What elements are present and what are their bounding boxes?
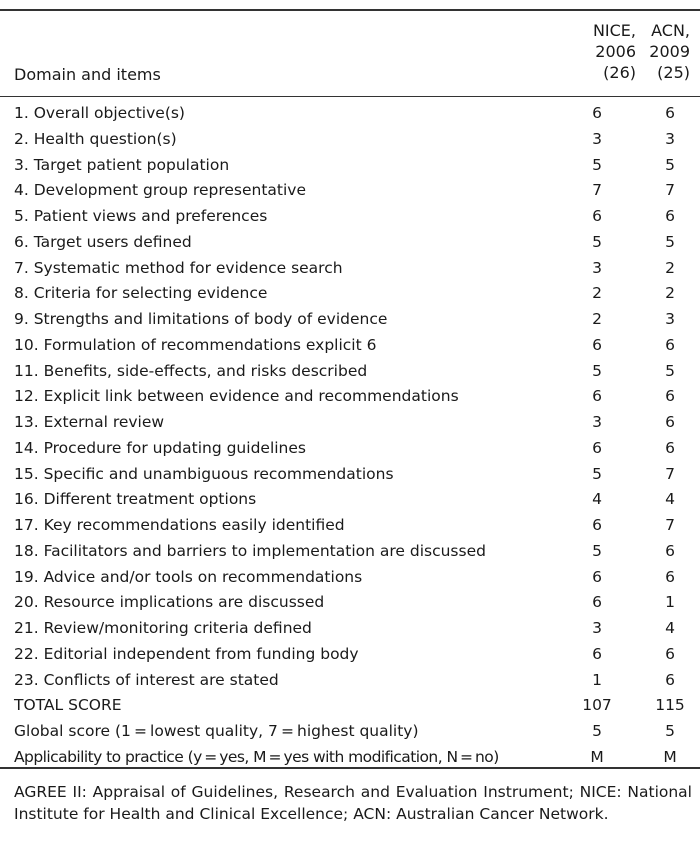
row-value-acn: 3	[665, 310, 675, 328]
row-value-nice: 6	[592, 438, 602, 457]
row-label: 4. Development group representative	[14, 181, 307, 200]
row-label: 15. Specific and unambiguous recommendations	[14, 464, 394, 483]
row-value-acn: 6	[665, 670, 675, 689]
row-label: 18. Facilitators and barriers to implementation are discussed	[14, 541, 486, 560]
row-label: 7. Systematic method for evidence search	[14, 258, 343, 277]
table-row	[0, 464, 700, 490]
row-label: 11. Benefits, side-effects, and risks described	[14, 361, 368, 380]
row-label: 16. Different treatment options	[14, 490, 257, 509]
row-value-acn: 4	[665, 619, 675, 637]
row-label: 3. Target patient population	[14, 155, 230, 174]
row-label: 8. Criteria for selecting evidence	[14, 284, 268, 303]
row-value-acn: 2	[665, 284, 675, 303]
row-value-nice: 3	[592, 413, 602, 431]
row-value-nice: 107	[582, 696, 612, 715]
row-value-nice: 3	[592, 129, 602, 148]
row-value-nice: 6	[592, 104, 602, 122]
table-row	[0, 232, 700, 258]
table-row	[0, 155, 700, 181]
table-top-rule	[0, 9, 700, 11]
row-value-acn: M	[663, 747, 677, 766]
row-label: 13. External review	[14, 413, 165, 431]
table-row	[0, 180, 700, 206]
row-label: 10. Formulation of recommendations explicit 6	[14, 335, 377, 354]
header-acn	[649, 20, 690, 83]
row-label: 23. Conflicts of interest are stated	[14, 670, 279, 689]
row-label: 6. Target users defined	[14, 232, 192, 251]
row-value-nice: 7	[592, 181, 602, 200]
table-row	[0, 412, 700, 438]
header-nice-line-3: (26)	[603, 63, 636, 82]
header-acn-line-3: (25)	[657, 63, 690, 82]
row-value-nice: 6	[592, 593, 602, 612]
table-row	[0, 592, 700, 618]
row-value-acn: 6	[665, 104, 675, 122]
row-label: 5. Patient views and preferences	[14, 207, 268, 225]
row-value-nice: 6	[592, 207, 602, 225]
table-row	[0, 386, 700, 412]
row-label: 2. Health question(s)	[14, 129, 177, 148]
row-label: 1. Overall objective(s)	[14, 104, 185, 122]
row-label: 20. Resource implications are discussed	[14, 593, 325, 612]
table-row	[0, 670, 700, 696]
row-value-acn: 115	[655, 696, 685, 715]
row-label: Applicability to practice (y = yes, M = yes with modification, N = no)	[14, 747, 499, 766]
table-row	[0, 515, 700, 541]
row-value-acn: 2	[665, 258, 675, 277]
row-value-acn: 7	[665, 516, 675, 534]
table-header-rule	[0, 96, 700, 97]
header-nice	[593, 20, 636, 83]
table-row	[0, 335, 700, 361]
row-value-acn: 6	[665, 644, 675, 663]
row-value-acn: 6	[665, 438, 675, 457]
row-value-acn: 7	[665, 181, 675, 200]
row-label: Global score (1 = lowest quality, 7 = highest quality)	[14, 722, 419, 740]
row-label: 12. Explicit link between evidence and recommendations	[14, 387, 459, 406]
header-nice-line-2: 2006	[595, 42, 636, 61]
row-value-nice: 5	[592, 232, 602, 251]
row-label: 14. Procedure for updating guidelines	[14, 438, 306, 457]
row-value-nice: M	[590, 747, 604, 766]
row-value-acn: 7	[665, 464, 675, 483]
row-value-acn: 5	[665, 155, 675, 174]
row-value-nice: 6	[592, 644, 602, 663]
row-value-nice: 3	[592, 258, 602, 277]
row-value-acn: 6	[665, 387, 675, 406]
table-row	[0, 541, 700, 567]
row-value-acn: 5	[665, 722, 675, 740]
row-label: 19. Advice and/or tools on recommendations	[14, 567, 363, 586]
row-value-nice: 2	[592, 284, 602, 303]
row-label: 17. Key recommendations easily identified	[14, 516, 345, 534]
row-label: 21. Review/monitoring criteria defined	[14, 619, 312, 637]
table-row	[0, 721, 700, 747]
table-body	[0, 103, 700, 773]
table-row	[0, 309, 700, 335]
row-value-nice: 6	[592, 387, 602, 406]
row-value-nice: 5	[592, 464, 602, 483]
table-row	[0, 103, 700, 129]
row-value-nice: 5	[592, 155, 602, 174]
header-acn-line-2: 2009	[649, 42, 690, 61]
table-row	[0, 567, 700, 593]
table-row	[0, 695, 700, 721]
row-value-acn: 6	[665, 413, 675, 431]
row-value-acn: 6	[665, 567, 675, 586]
row-value-nice: 3	[592, 619, 602, 637]
table-row	[0, 644, 700, 670]
row-value-nice: 5	[592, 722, 602, 740]
table-row	[0, 283, 700, 309]
row-value-nice: 4	[592, 490, 602, 509]
row-label: 9. Strengths and limitations of body of evidence	[14, 310, 388, 328]
table-row	[0, 438, 700, 464]
table-row	[0, 618, 700, 644]
row-value-nice: 2	[592, 310, 602, 328]
header-acn-line-1: ACN,	[651, 21, 690, 40]
row-value-acn: 3	[665, 129, 675, 148]
row-value-acn: 5	[665, 361, 675, 380]
table-row	[0, 361, 700, 387]
row-value-nice: 6	[592, 567, 602, 586]
row-value-nice: 6	[592, 335, 602, 354]
row-value-acn: 1	[665, 593, 675, 612]
row-value-nice: 5	[592, 361, 602, 380]
table-footnote: AGREE II: Appraisal of Guidelines, Research and Evaluation Instrument; NICE: National Institute for Health and Clinical Excellence; ACN: Australian Cancer Network.	[14, 783, 692, 823]
table-row	[0, 129, 700, 155]
row-value-nice: 1	[592, 670, 602, 689]
table-row	[0, 258, 700, 284]
header-domain: Domain and items	[14, 65, 161, 84]
row-value-acn: 4	[665, 490, 675, 509]
table-bottom-rule	[0, 767, 700, 769]
row-label: 22. Editorial independent from funding body	[14, 644, 359, 663]
row-value-acn: 6	[665, 207, 675, 225]
row-value-nice: 6	[592, 516, 602, 534]
row-label: TOTAL SCORE	[14, 696, 122, 715]
table-row	[0, 489, 700, 515]
row-value-nice: 5	[592, 541, 602, 560]
header-nice-line-1: NICE,	[592, 21, 636, 40]
row-value-acn: 5	[665, 232, 675, 251]
row-value-acn: 6	[665, 335, 675, 354]
table-row	[0, 206, 700, 232]
row-value-acn: 6	[665, 541, 675, 560]
